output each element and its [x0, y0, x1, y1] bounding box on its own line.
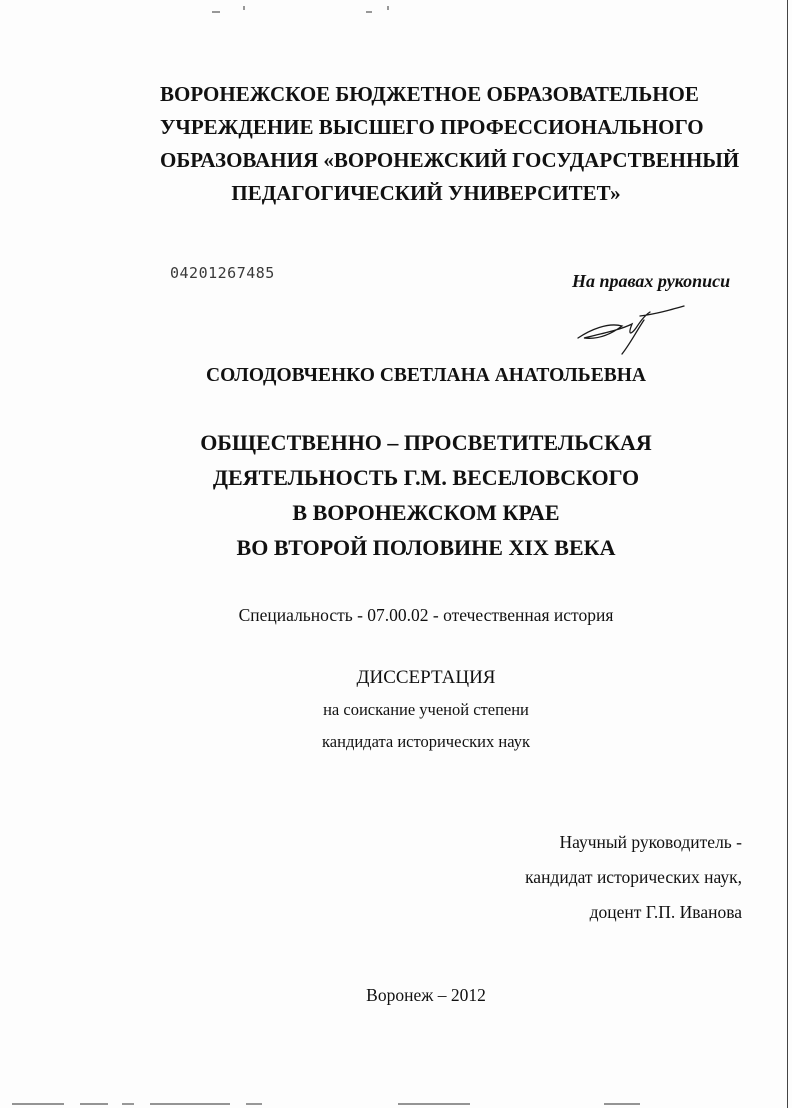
city-year: Воронеж – 2012	[366, 985, 486, 1005]
supervisor-line: доцент Г.П. Иванова	[589, 902, 742, 922]
title-line: ВО ВТОРОЙ ПОЛОВИНЕ XIX ВЕКА	[236, 535, 616, 560]
dissertation-title	[140, 425, 712, 565]
degree-name: кандидата исторических наук	[322, 732, 530, 751]
institution-line: ПЕДАГОГИЧЕСКИЙ УНИВЕРСИТЕТ»	[231, 181, 621, 205]
institution-line: ВОРОНЕЖСКОЕ БЮДЖЕТНОЕ ОБРАЗОВАТЕЛЬНОЕ	[160, 82, 699, 106]
supervisor-block	[525, 825, 742, 930]
institution-name	[160, 78, 740, 210]
supervisor-line: кандидат исторических наук,	[525, 867, 742, 887]
manuscript-rights-label: На правах рукописи	[572, 271, 731, 291]
institution-line: ОБРАЗОВАНИЯ «ВОРОНЕЖСКИЙ ГОСУДАРСТВЕННЫЙ	[160, 148, 740, 172]
institution-line: УЧРЕЖДЕНИЕ ВЫСШЕГО ПРОФЕССИОНАЛЬНОГО	[160, 115, 704, 139]
scan-edge-line	[787, 0, 788, 1108]
title-line: В ВОРОНЕЖСКОМ КРАЕ	[292, 500, 560, 525]
author-name: СОЛОДОВЧЕНКО СВЕТЛАНА АНАТОЛЬЕВНА	[206, 365, 646, 386]
speciality: Специальность - 07.00.02 - отечественная история	[238, 605, 614, 625]
dissertation-type: ДИССЕРТАЦИЯ	[356, 667, 496, 688]
title-line: ДЕЯТЕЛЬНОСТЬ Г.М. ВЕСЕЛОВСКОГО	[212, 465, 640, 490]
inventory-number: 04201267485	[170, 264, 275, 282]
signature	[570, 300, 690, 358]
degree-purpose: на соискание ученой степени	[323, 700, 529, 719]
title-line: ОБЩЕСТВЕННО – ПРОСВЕТИТЕЛЬСКАЯ	[200, 430, 652, 455]
supervisor-line: Научный руководитель -	[559, 832, 742, 852]
